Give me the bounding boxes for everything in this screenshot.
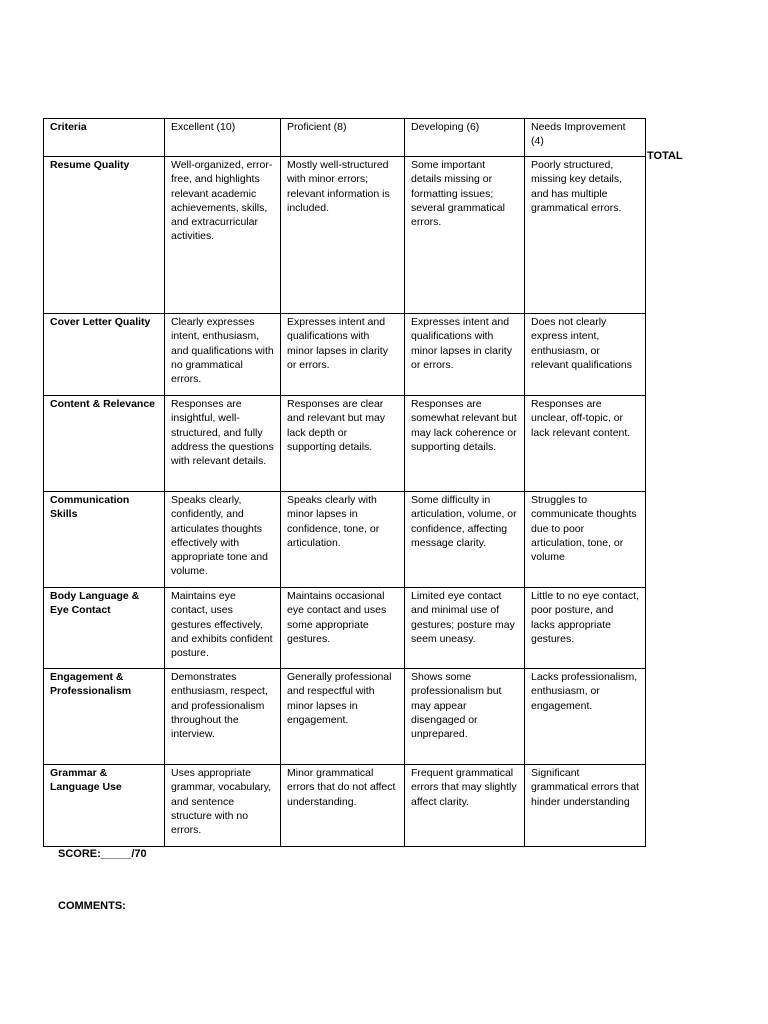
table-cell: Limited eye contact and minimal use of gestures; posture may seem uneasy. <box>405 588 525 669</box>
header-needs-improvement: Needs Improvement (4) <box>525 119 646 157</box>
table-cell: Responses are unclear, off-topic, or lack relevant content. <box>525 396 646 492</box>
header-developing: Developing (6) <box>405 119 525 157</box>
header-row <box>44 119 646 157</box>
table-cell: Demonstrates enthusiasm, respect, and professionalism throughout the interview. <box>165 669 281 765</box>
table-cell: Generally professional and respectful with minor lapses in engagement. <box>281 669 405 765</box>
table-cell: Responses are insightful, well-structured, and fully address the questions with relevant details. <box>165 396 281 492</box>
table-cell: Minor grammatical errors that do not affect understanding. <box>281 765 405 847</box>
table-cell: Maintains occasional eye contact and uses some appropriate gestures. <box>281 588 405 669</box>
header-excellent: Excellent (10) <box>165 119 281 157</box>
table-cell: Significant grammatical errors that hinder understanding <box>525 765 646 847</box>
table-cell: Frequent grammatical errors that may slightly affect clarity. <box>405 765 525 847</box>
table-cell: Speaks clearly with minor lapses in confidence, tone, or articulation. <box>281 492 405 588</box>
table-row <box>44 669 646 765</box>
table-cell: Speaks clearly, confidently, and articulates thoughts effectively with appropriate tone and volume. <box>165 492 281 588</box>
table-row <box>44 396 646 492</box>
table-cell: Does not clearly express intent, enthusiasm, or relevant qualifications <box>525 314 646 396</box>
table-cell: Struggles to communicate thoughts due to poor articulation, tone, or volume <box>525 492 646 588</box>
table-cell: Shows some professionalism but may appear disengaged or unprepared. <box>405 669 525 765</box>
table-cell: Mostly well-structured with minor errors; relevant information is included. <box>281 157 405 314</box>
table-row <box>44 314 646 396</box>
table-cell: Some important details missing or formatting issues; several grammatical errors. <box>405 157 525 314</box>
header-proficient: Proficient (8) <box>281 119 405 157</box>
table-cell: Expresses intent and qualifications with minor lapses in clarity or errors. <box>405 314 525 396</box>
header-criteria: Criteria <box>44 119 165 157</box>
total-label: TOTAL <box>647 150 683 162</box>
table-row <box>44 157 646 314</box>
criterion-label: Communication Skills <box>44 492 165 588</box>
table-row <box>44 492 646 588</box>
table-cell: Uses appropriate grammar, vocabulary, and sentence structure with no errors. <box>165 765 281 847</box>
criterion-label: Grammar & Language Use <box>44 765 165 847</box>
table-cell: Little to no eye contact, poor posture, and lacks appropriate gestures. <box>525 588 646 669</box>
score-line: SCORE:_____/70 <box>58 848 147 860</box>
table-cell: Lacks professionalism, enthusiasm, or engagement. <box>525 669 646 765</box>
table-cell: Well-organized, error-free, and highlights relevant academic achievements, skills, and extracurricular activities. <box>165 157 281 314</box>
table-cell: Responses are clear and relevant but may lack depth or supporting details. <box>281 396 405 492</box>
criterion-label: Engagement & Professionalism <box>44 669 165 765</box>
comments-label: COMMENTS: <box>58 900 126 912</box>
table-cell: Responses are somewhat relevant but may lack coherence or supporting details. <box>405 396 525 492</box>
table-row <box>44 588 646 669</box>
criterion-label: Content & Relevance <box>44 396 165 492</box>
criterion-label: Cover Letter Quality <box>44 314 165 396</box>
table-cell: Expresses intent and qualifications with minor lapses in clarity or errors. <box>281 314 405 396</box>
table-cell: Maintains eye contact, uses gestures effectively, and exhibits confident posture. <box>165 588 281 669</box>
table-cell: Some difficulty in articulation, volume, or confidence, affecting message clarity. <box>405 492 525 588</box>
criterion-label: Resume Quality <box>44 157 165 314</box>
table-cell: Clearly expresses intent, enthusiasm, and qualifications with no grammatical errors. <box>165 314 281 396</box>
table-row <box>44 765 646 847</box>
criterion-label: Body Language & Eye Contact <box>44 588 165 669</box>
table-cell: Poorly structured, missing key details, and has multiple grammatical errors. <box>525 157 646 314</box>
rubric-table <box>43 118 646 847</box>
